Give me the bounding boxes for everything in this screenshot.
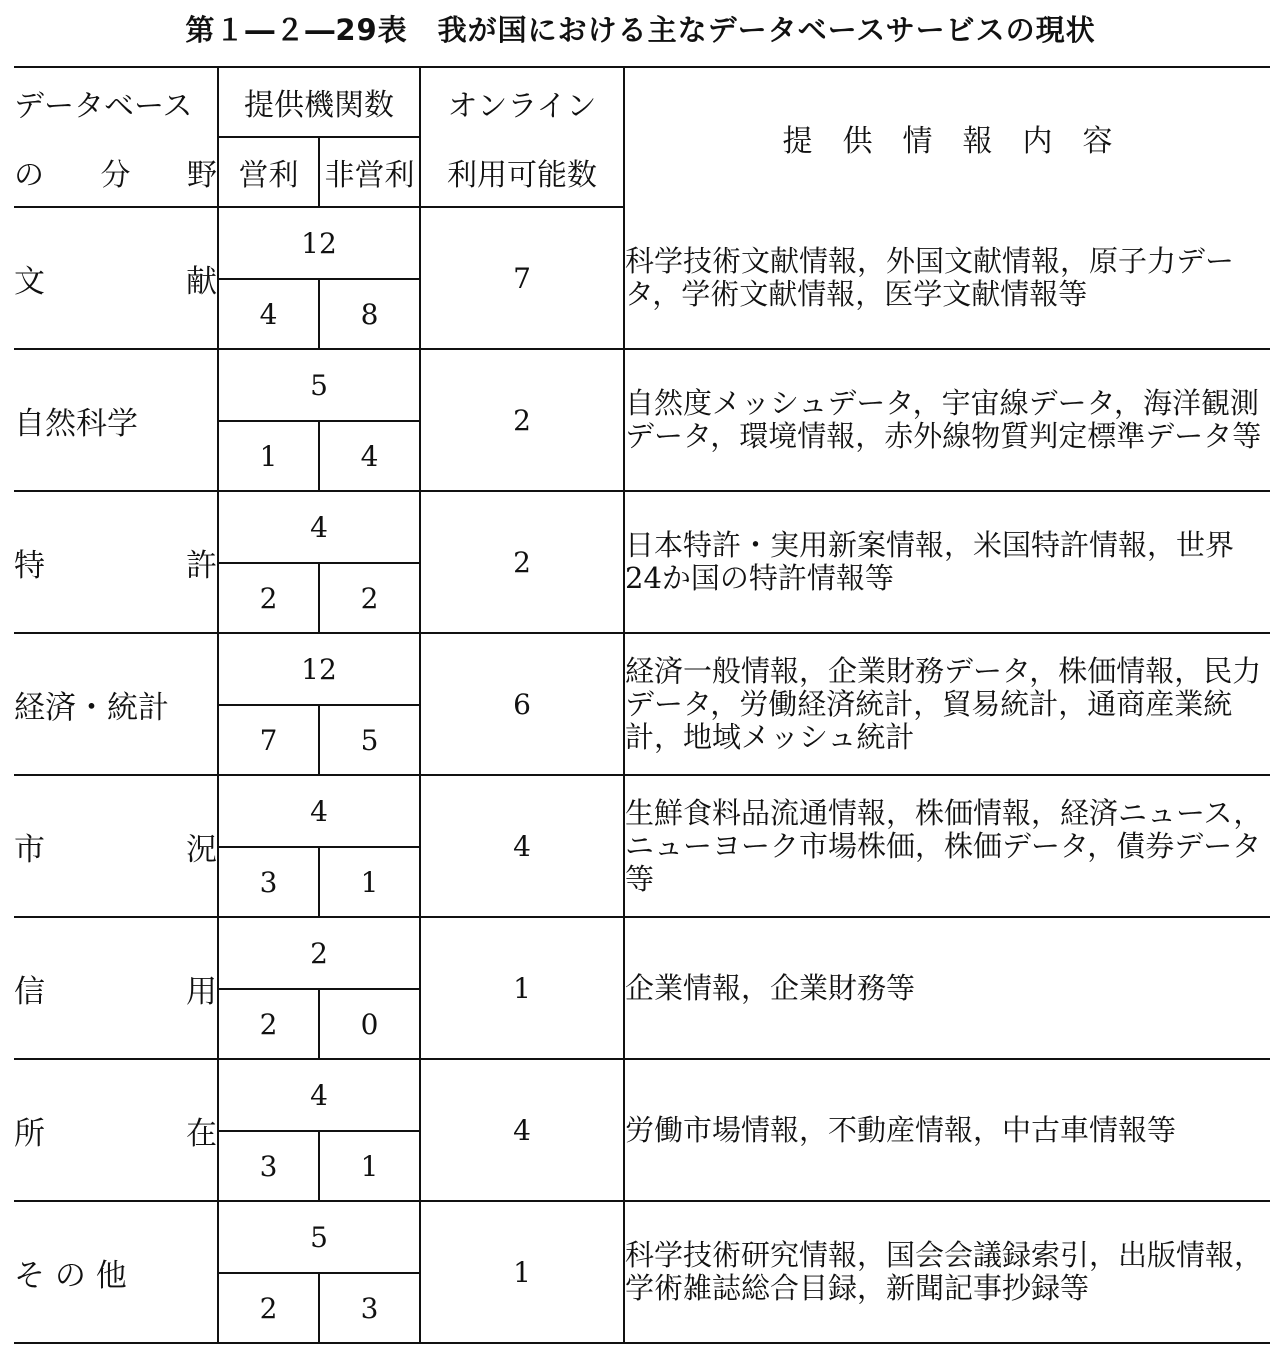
row-noncommercial: 1 <box>319 847 420 917</box>
row-content: 労働市場情報，不動産情報，中古車情報等 <box>624 1059 1270 1201</box>
row-content: 日本特許・実用新案情報，米国特許情報，世界24か国の特許情報等 <box>624 491 1270 633</box>
row-category-b: 用 <box>186 973 217 1010</box>
table-row <box>14 775 1270 847</box>
row-online: 2 <box>420 491 624 633</box>
row-commercial: 7 <box>218 705 319 775</box>
row-noncommercial: 3 <box>319 1273 420 1343</box>
row-noncommercial: 8 <box>319 279 420 349</box>
table-row <box>14 633 1270 705</box>
row-category-b: 況 <box>186 831 217 868</box>
row-category-a: 市 <box>14 831 45 868</box>
row-noncommercial: 2 <box>319 563 420 633</box>
table-title: 第１―２―29表 我が国における主なデータベースサービスの現状 <box>185 13 1096 47</box>
table-row <box>14 1201 1270 1273</box>
header-field-line2 <box>14 137 218 207</box>
table-row <box>14 349 1270 421</box>
row-content: 科学技術研究情報，国会会議録索引，出版情報，学術雑誌総合目録，新聞記事抄録等 <box>624 1201 1270 1343</box>
header-field-bun: 分 <box>100 157 131 193</box>
row-online: 1 <box>420 1201 624 1343</box>
table-row <box>14 491 1270 563</box>
row-commercial: 3 <box>218 847 319 917</box>
table-row <box>14 917 1270 989</box>
row-commercial: 3 <box>218 1131 319 1201</box>
row-commercial: 2 <box>218 989 319 1059</box>
row-category-a: 経済・統計 <box>14 689 169 726</box>
row-total: 12 <box>218 207 420 279</box>
row-online: 2 <box>420 349 624 491</box>
header-online-line2: 利用可能数 <box>420 137 624 207</box>
row-content: 企業情報，企業財務等 <box>624 917 1270 1059</box>
row-total: 4 <box>218 491 420 563</box>
row-category-b: 在 <box>186 1115 217 1152</box>
header-providers: 提供機関数 <box>218 67 420 137</box>
row-noncommercial: 1 <box>319 1131 420 1201</box>
row-commercial: 2 <box>218 563 319 633</box>
row-noncommercial: 4 <box>319 421 420 491</box>
row-total: 4 <box>218 1059 420 1131</box>
row-category <box>14 1059 218 1201</box>
header-field <box>14 67 218 137</box>
row-online: 6 <box>420 633 624 775</box>
header-row-top <box>14 67 1270 137</box>
header-field-text1: データベース <box>14 88 193 124</box>
row-content: 生鮮食料品流通情報，株価情報，経済ニュース，ニューヨーク市場株価，株価データ，債券データ等 <box>624 775 1270 917</box>
header-online-line1: オンライン <box>420 67 624 137</box>
row-category-a: 自然科学 <box>14 405 138 442</box>
row-category <box>14 207 218 349</box>
row-category <box>14 633 218 775</box>
row-category-a: 所 <box>14 1115 45 1152</box>
row-category <box>14 917 218 1059</box>
row-category-a: 特 <box>14 547 45 584</box>
row-total: 5 <box>218 1201 420 1273</box>
row-total: 12 <box>218 633 420 705</box>
row-category-b: 許 <box>186 547 217 584</box>
row-category <box>14 775 218 917</box>
row-category-a: 信 <box>14 973 45 1010</box>
row-content: 自然度メッシュデータ，宇宙線データ，海洋観測データ，環境情報，赤外線物質判定標準データ等 <box>624 349 1270 491</box>
row-category <box>14 349 218 491</box>
header-field-no: の <box>14 157 44 193</box>
row-total: 4 <box>218 775 420 847</box>
row-commercial: 1 <box>218 421 319 491</box>
header-content: 提 供 情 報 内 容 <box>624 67 1270 207</box>
header-commercial: 営利 <box>218 137 319 207</box>
header-noncommercial: 非営利 <box>319 137 420 207</box>
row-content: 経済一般情報，企業財務データ，株価情報，民力データ，労働経済統計，貿易統計，通商産業統計，地域メッシュ統計 <box>624 633 1270 775</box>
row-category <box>14 491 218 633</box>
row-online: 7 <box>420 207 624 349</box>
row-total: 5 <box>218 349 420 421</box>
database-services-table <box>14 66 1270 1344</box>
table-row <box>14 207 1270 279</box>
row-noncommercial: 5 <box>319 705 420 775</box>
row-noncommercial: 0 <box>319 989 420 1059</box>
row-online: 4 <box>420 1059 624 1201</box>
header-field-line1 <box>14 81 217 125</box>
row-online: 4 <box>420 775 624 917</box>
row-commercial: 4 <box>218 279 319 349</box>
table-row <box>14 1059 1270 1131</box>
row-category <box>14 1201 218 1343</box>
row-online: 1 <box>420 917 624 1059</box>
header-field-ya: 野 <box>187 157 217 193</box>
row-category-a: そ の 他 <box>14 1257 127 1294</box>
row-commercial: 2 <box>218 1273 319 1343</box>
row-category-a: 文 <box>14 263 45 300</box>
row-total: 2 <box>218 917 420 989</box>
row-content: 科学技術文献情報，外国文献情報，原子力データ，学術文献情報，医学文献情報等 <box>624 207 1270 349</box>
row-category-b: 献 <box>186 263 217 300</box>
